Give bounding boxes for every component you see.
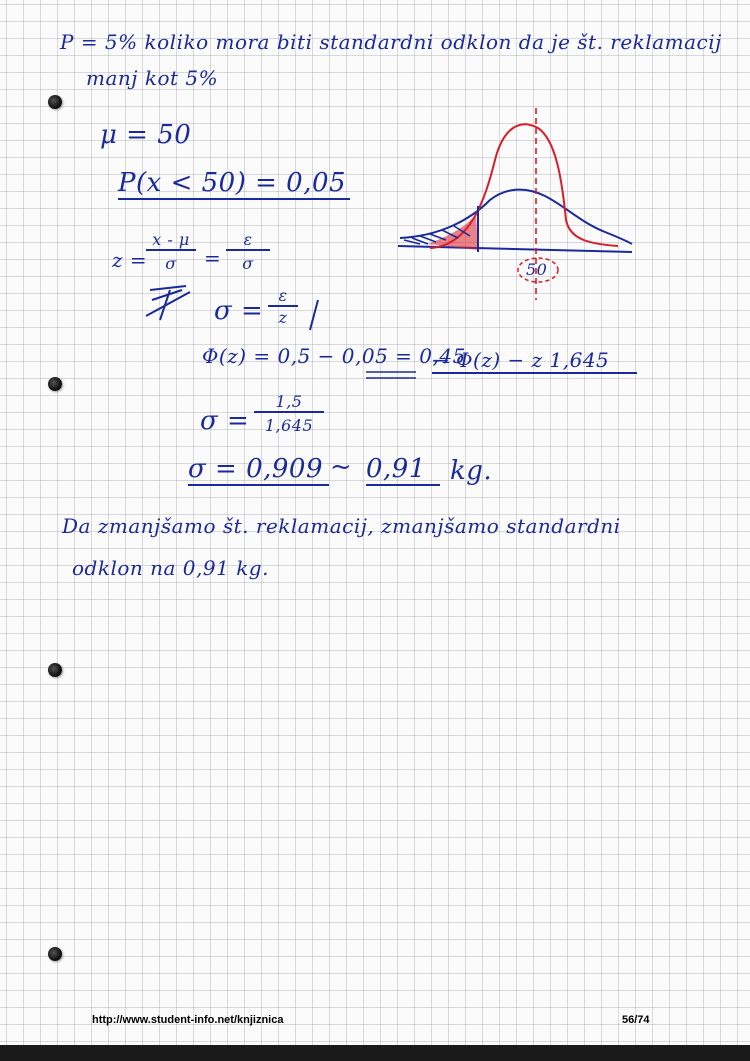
sigma-rounded: 0,91 <box>366 454 440 486</box>
z-label: z = <box>112 248 148 272</box>
sigma-label-2: σ = <box>200 406 250 436</box>
unit-label: kg. <box>450 456 493 486</box>
mean-value: μ = 50 <box>100 120 192 150</box>
conclusion-line-2: odklon na 0,91 kg. <box>72 556 269 580</box>
conclusion-line-1: Da zmanjšamo št. reklamacij, zmanjšamo standardni <box>62 514 621 538</box>
sigma-denominator: z <box>278 308 288 327</box>
problem-line-2: manj kot 5% <box>86 66 219 90</box>
phi-result: → Φ(z) − z 1,645 <box>432 348 637 374</box>
graph-center-label: 50 <box>526 260 548 279</box>
approx-sign: ~ <box>330 452 353 482</box>
z-numerator: x - μ <box>146 230 196 251</box>
probability-statement: P(x < 50) = 0,05 <box>118 168 350 200</box>
z-denominator-2: σ <box>242 254 254 273</box>
sigma-numerator-2: 1,5 <box>254 392 324 413</box>
phi-equation: Φ(z) = 0,5 − 0,05 = 0,45 <box>202 344 466 368</box>
z-equals: = <box>204 246 222 270</box>
sigma-result: σ = 0,909 <box>188 454 329 486</box>
z-numerator-2: ε <box>226 230 270 251</box>
problem-line-1: P = 5% koliko mora biti standardni odklon da je št. reklamacij <box>60 30 722 54</box>
footer-url[interactable]: http://www.student-info.net/knjiznica <box>92 1014 284 1026</box>
sigma-numerator: ε <box>268 286 298 307</box>
sigma-denominator-2: 1,645 <box>264 416 314 435</box>
sigma-label: σ = <box>214 296 264 326</box>
z-denominator: σ <box>165 254 177 273</box>
scan-edge <box>0 1045 750 1061</box>
page-number: 56/74 <box>622 1014 650 1026</box>
